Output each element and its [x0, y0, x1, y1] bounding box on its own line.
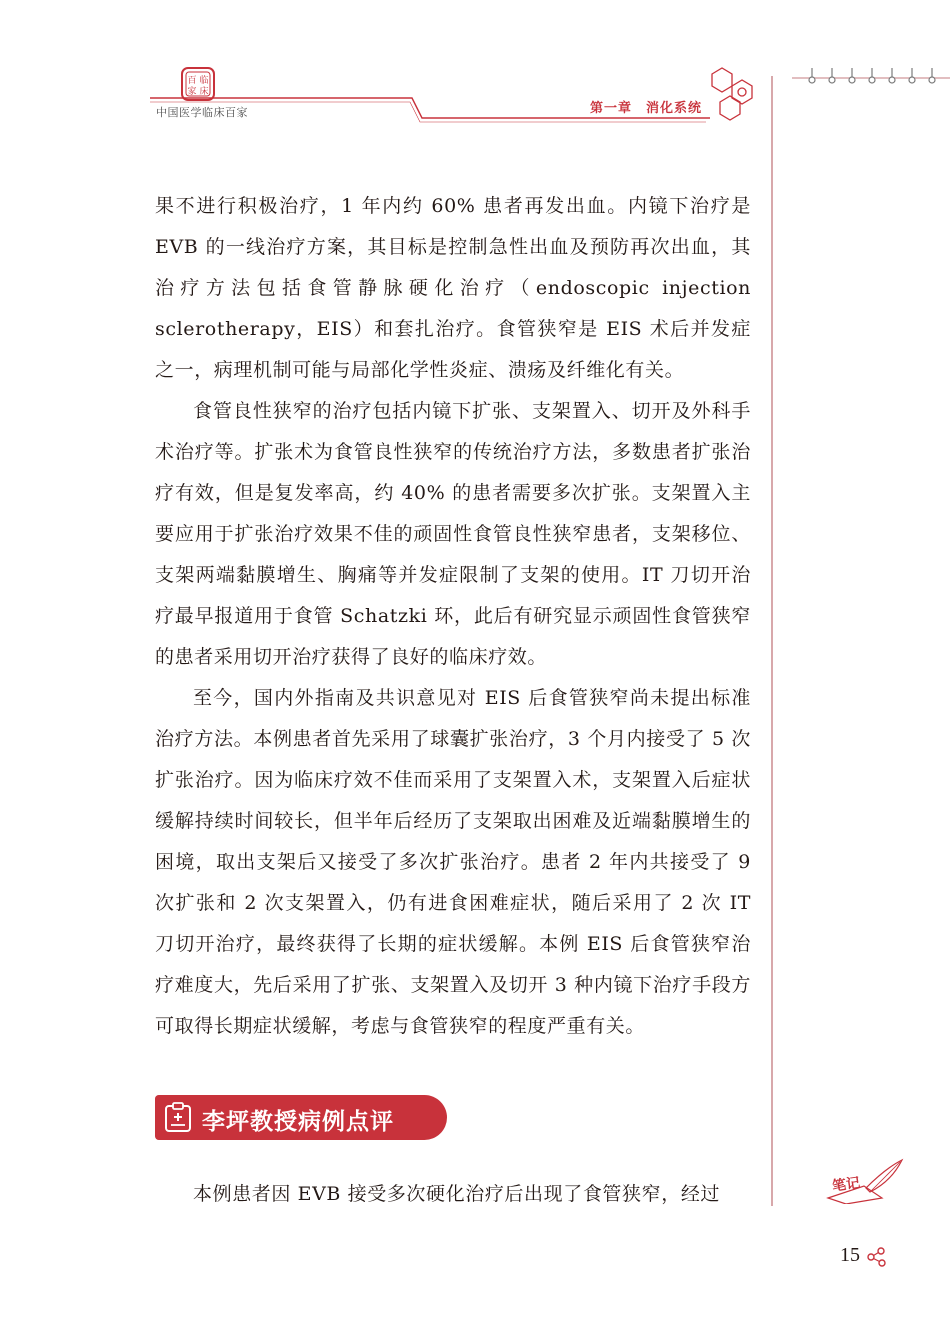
notebook-margin-rule — [771, 76, 773, 1206]
paragraph-2: 食管良性狭窄的治疗包括内镜下扩张、支架置入、切开及外科手术治疗等。扩张术为食管良性狭窄的传统治疗方法，多数患者扩张治疗有效，但是复发率高，约 40% 的患者需要多次扩张。支架置入主要应用于扩张治疗效果不佳的顽固性食管良性狭窄患者，支架移位、支架两端黏膜增生、胸痛等并发症限制了支架的使用。IT 刀切开治疗最早报道用于食管 Schatzki 环，此后有研究显示顽固性食管狭窄的患者采用切开治疗获得了良好的临床疗效。 — [155, 400, 751, 668]
molecule-dots-icon — [866, 1246, 888, 1268]
paragraph-4: 本例患者因 EVB 接受多次硬化治疗后出现了食管狭窄，经过 — [193, 1183, 721, 1205]
section-banner — [155, 1095, 447, 1140]
svg-text:家: 家 — [187, 87, 197, 97]
clipboard-icon — [163, 1102, 193, 1133]
brand-name: 中国医学临床百家 — [156, 106, 248, 119]
chapter-title: 第一章 消化系统 — [590, 101, 703, 116]
svg-text:百: 百 — [187, 76, 197, 86]
notebook-rings-icon — [792, 68, 950, 90]
svg-text:床: 床 — [199, 87, 209, 97]
paragraph-1: 果不进行积极治疗，1 年内约 60% 患者再发出血。内镜下治疗是 EVB 的一线治疗方案，其目标是控制急性出血及预防再次出血，其治疗方法包括食管静脉硬化治疗（endoscopic injection sclerotherapy，EIS）和套扎治疗。食管狭窄是 EIS 术后并发症之一，病理机制可能与局部化学性炎症、溃疡及纤维化有关。 — [155, 195, 751, 381]
svg-text:临: 临 — [199, 76, 209, 86]
molecule-hexagon-icon — [700, 64, 770, 128]
paragraph-3: 至今，国内外指南及共识意见对 EIS 后食管狭窄尚未提出标准治疗方法。本例患者首先采用了球囊扩张治疗，3 个月内接受了 5 次扩张治疗。因为临床疗效不佳而采用了支架置入术，支架置入后症状缓解持续时间较长，但半年后经历了支架取出困难及近端黏膜增生的困境，取出支架后又接受了多次扩张治疗。患者 2 年内共接受了 9 次扩张和 2 次支架置入，仍有进食困难症状，随后采用了 2 次 IT 刀切开治疗，最终获得了长期的症状缓解。本例 EIS 后食管狭窄治疗难度大，先后采用了扩张、支架置入及切开 3 种内镜下治疗手段方可取得长期症状缓解，考虑与食管狭窄的程度严重有关。 — [155, 687, 751, 1037]
section-title: 李坪教授病例点评 — [202, 1109, 394, 1135]
page-number: 15 — [840, 1244, 860, 1266]
body-text — [155, 186, 751, 1047]
notes-label: 笔记 — [831, 1175, 862, 1195]
